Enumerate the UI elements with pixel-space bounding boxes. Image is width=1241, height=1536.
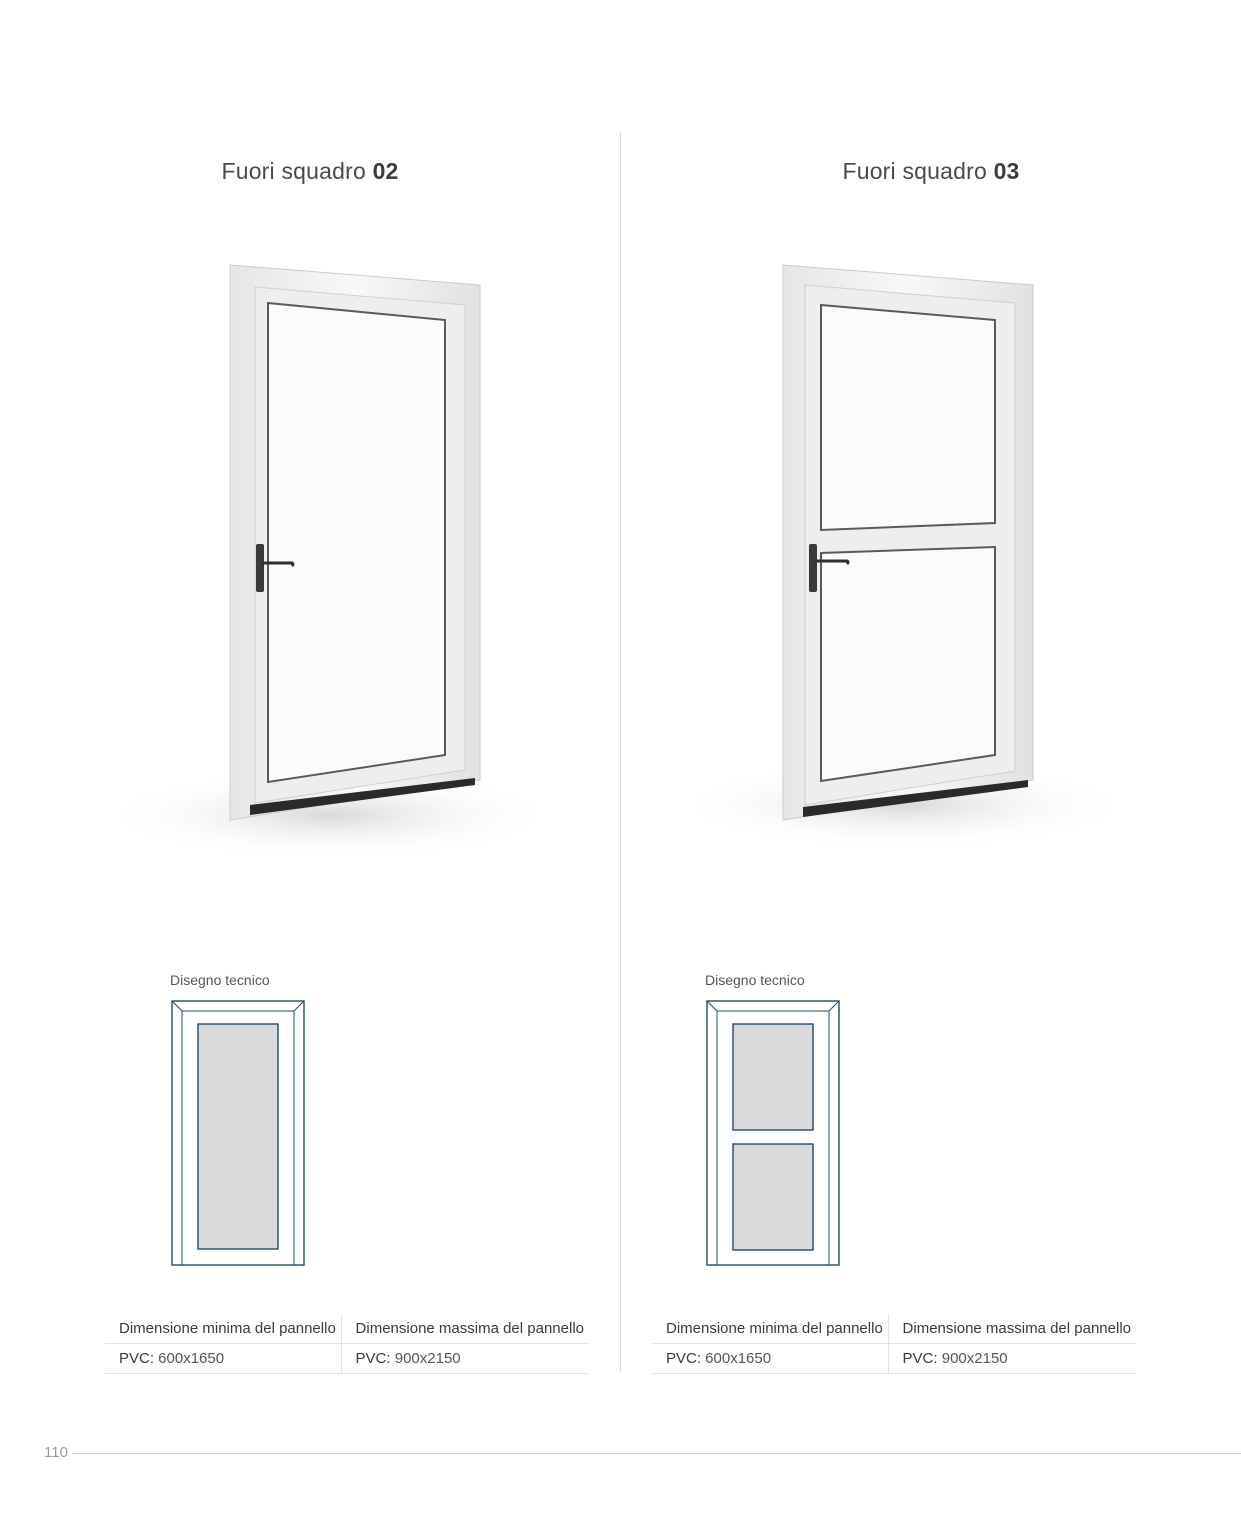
door-photo bbox=[643, 225, 1173, 915]
min-dimension-cell: PVC: 600x1650 bbox=[105, 1344, 341, 1374]
product-fuori-squadro-03 bbox=[621, 0, 1241, 1400]
page-number: 110 bbox=[44, 1444, 68, 1461]
table-row bbox=[105, 1344, 589, 1374]
door-photo bbox=[80, 225, 610, 915]
product-fuori-squadro-02 bbox=[0, 0, 620, 1400]
min-dimension-header: Dimensione minima del pannello bbox=[652, 1314, 888, 1344]
product-title: Fuori squadro 02 bbox=[221, 158, 399, 184]
max-dimension-cell: PVC: 900x2150 bbox=[888, 1344, 1136, 1374]
min-dimension-cell: PVC: 600x1650 bbox=[652, 1344, 888, 1374]
technical-drawing bbox=[705, 997, 841, 1267]
table-row bbox=[652, 1344, 1136, 1374]
max-dimension-header: Dimensione massima del pannello bbox=[341, 1314, 589, 1344]
drawing-label: Disegno tecnico bbox=[705, 972, 805, 988]
max-dimension-header: Dimensione massima del pannello bbox=[888, 1314, 1136, 1344]
max-dimension-cell: PVC: 900x2150 bbox=[341, 1344, 589, 1374]
dimensions-table bbox=[652, 1314, 1136, 1374]
product-title: Fuori squadro 03 bbox=[842, 158, 1020, 184]
drawing-label: Disegno tecnico bbox=[170, 972, 270, 988]
min-dimension-header: Dimensione minima del pannello bbox=[105, 1314, 341, 1344]
dimensions-table bbox=[105, 1314, 589, 1374]
technical-drawing bbox=[170, 997, 306, 1267]
footer-divider bbox=[72, 1453, 1241, 1454]
